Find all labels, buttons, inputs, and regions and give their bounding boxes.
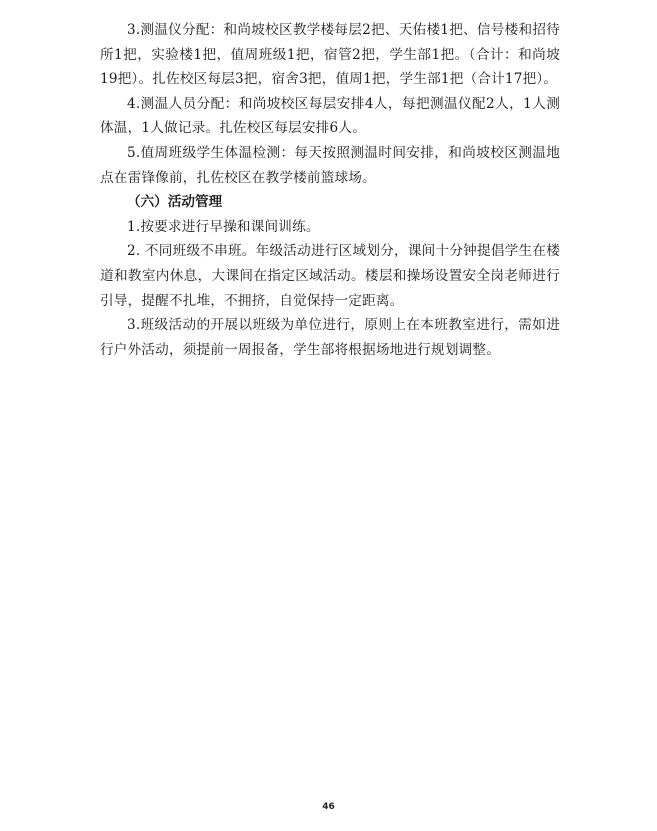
section-heading: （六）活动管理 bbox=[127, 194, 223, 211]
paragraph-thermometer-allocation: 3.测温仪分配：和尚坡校区教学楼每层2把、天佑楼1把、信号楼和招待所1把，实验楼1把，值周班级1把，宿管2把，学生部1把。（合计：和尚坡19把）。扎佐校区每层3把，宿舍3把，值周1把，学生部1把（合计17把）。 bbox=[100, 22, 560, 88]
document-body bbox=[100, 18, 560, 362]
paragraph-class-activities: 3.班级活动的开展以班级为单位进行，原则上在本班教室进行，需如进行户外活动，须提前一周报备，学生部将根据场地进行规划调整。 bbox=[100, 317, 560, 358]
paragraph-exercise: 1.按要求进行早操和课间训练。 bbox=[127, 218, 320, 235]
page-number: 46 bbox=[322, 802, 335, 812]
paragraph-class-separation: 2. 不同班级不串班。年级活动进行区域划分，课间十分钟提倡学生在楼道和教室内休息，大课间在指定区域活动。楼层和操场设置安全岗老师进行引导，提醒不扎堆，不拥挤，自觉保持一定距离。 bbox=[100, 243, 560, 309]
paragraph-duty-class-check: 5.值周班级学生体温检测：每天按照测温时间安排，和尚坡校区测温地点在雷锋像前，扎佐校区在教学楼前篮球场。 bbox=[100, 144, 560, 186]
paragraph-staff-allocation: 4.测温人员分配：和尚坡校区每层安排4人，每把测温仪配2人，1人测体温，1人做记录。扎佐校区每层安排6人。 bbox=[100, 95, 560, 137]
